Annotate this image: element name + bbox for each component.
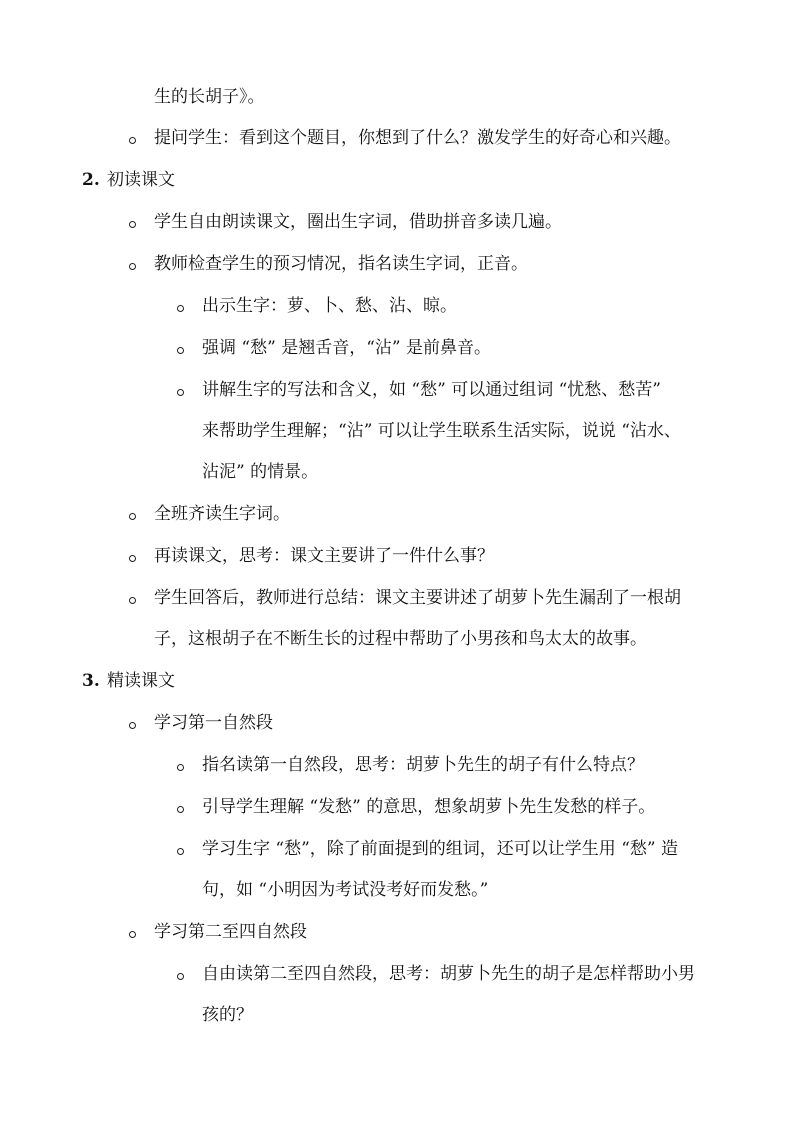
bullet-icon — [177, 389, 184, 396]
text-line: 来帮助学生理解；“沾” 可以让学生联系生活实际，说说 “沾水、 — [202, 421, 681, 441]
bullet-icon — [177, 848, 184, 855]
text-line: 再读课文，思考：课文主要讲了一件什么事？ — [154, 546, 494, 566]
bullet-icon — [129, 555, 136, 562]
bullet-icon — [129, 722, 136, 729]
bullet-icon — [177, 764, 184, 771]
text-line: 学生自由朗读课文，圈出生字词，借助拼音多读几遍。 — [154, 212, 562, 232]
bullet-icon — [129, 931, 136, 938]
bullet-icon — [129, 513, 136, 520]
text-line: 出示生字：萝、卜、愁、沾、晾。 — [202, 296, 457, 316]
text-line: 强调 “愁” 是翘舌音，“沾” 是前鼻音。 — [202, 338, 491, 358]
text-line: 引导学生理解 “发愁” 的意思，想象胡萝卜先生发愁的样子。 — [202, 797, 656, 817]
bullet-icon — [129, 137, 136, 144]
text-line: 全班齐读生字词。 — [154, 504, 290, 524]
text-line: 讲解生字的写法和含义，如 “愁” 可以通过组词 “忧愁、愁苦” — [202, 380, 661, 400]
text-line: 提问学生：看到这个题目，你想到了什么？激发学生的好奇心和兴趣。 — [154, 128, 681, 148]
text-line: 沾泥” 的情景。 — [202, 462, 319, 482]
bullet-icon — [177, 973, 184, 980]
bullet-icon — [177, 305, 184, 312]
text-line: 学生回答后，教师进行总结：课文主要讲述了胡萝卜先生漏刮了一根胡 — [154, 588, 681, 608]
text-line: 句，如 “小明因为考试没考好而发愁。” — [202, 880, 489, 900]
text-line: 生的长胡子》。 — [154, 87, 265, 107]
section-heading: 精读课文 — [107, 671, 175, 691]
text-line: 自由读第二至四自然段，思考：胡萝卜先生的胡子是怎样帮助小男 — [202, 964, 695, 984]
section-number: 2. — [82, 170, 100, 190]
bullet-icon — [177, 806, 184, 813]
text-line: 子，这根胡子在不断生长的过程中帮助了小男孩和鸟太太的故事。 — [154, 629, 647, 649]
text-line: 指名读第一自然段，思考：胡萝卜先生的胡子有什么特点？ — [202, 755, 644, 775]
bullet-icon — [129, 597, 136, 604]
bullet-icon — [129, 221, 136, 228]
section-number: 3. — [82, 671, 100, 691]
section-heading: 初读课文 — [107, 170, 175, 190]
bullet-icon — [129, 263, 136, 270]
text-line: 学习第一自然段 — [154, 713, 273, 733]
text-line: 孩的？ — [202, 1005, 253, 1025]
text-line: 学习生字 “愁”，除了前面提到的组词，还可以让学生用 “愁” 造 — [202, 839, 678, 859]
text-line: 学习第二至四自然段 — [154, 922, 307, 942]
bullet-icon — [177, 347, 184, 354]
text-line: 教师检查学生的预习情况，指名读生字词，正音。 — [154, 254, 528, 274]
